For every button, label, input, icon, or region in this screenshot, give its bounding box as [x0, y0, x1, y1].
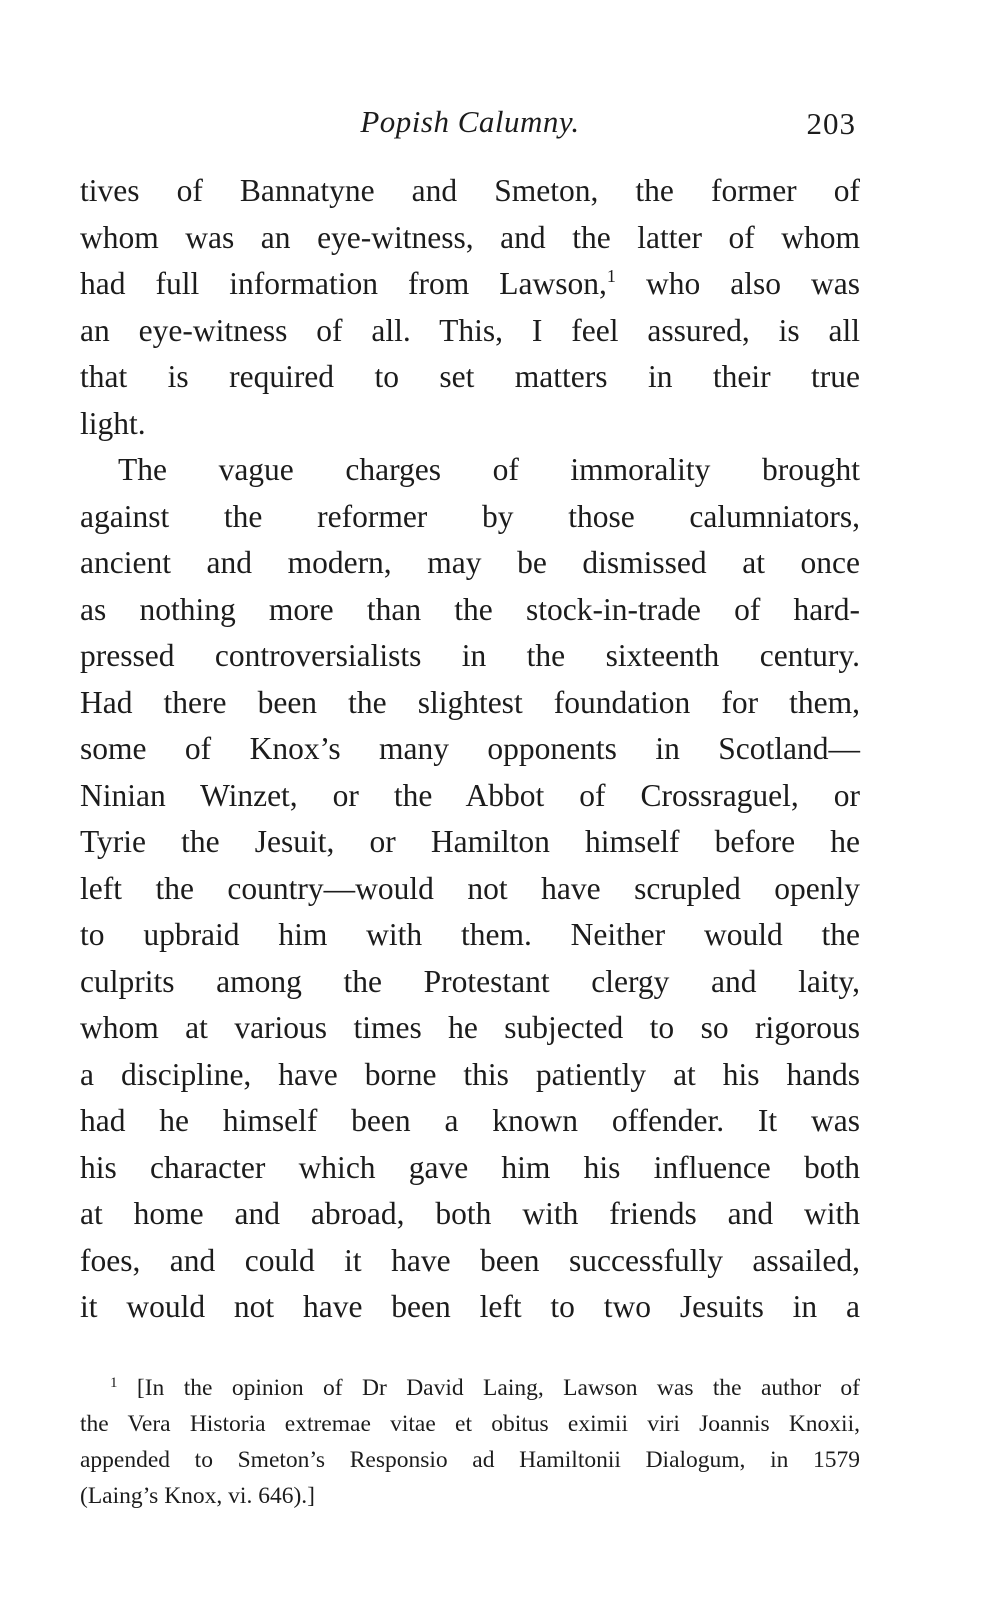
text-line: some of Knox’s many opponents in Scotland— [80, 731, 860, 766]
text-line: foes, and could it have been successfully assailed, [80, 1242, 860, 1278]
text-line: Tyrie the Jesuit, or Hamilton himself before he [80, 824, 860, 859]
footnote-line: (Laing’s Knox, vi. 646).] [80, 1483, 315, 1509]
footnote-reference: 1 [606, 266, 616, 286]
footnote-line: appended to Smeton’s Responsio ad Hamiltonii Dialogum, in 1579 [80, 1447, 860, 1473]
text-line: light. [80, 405, 146, 441]
text-segment: had full information from Lawson, [80, 266, 607, 301]
text-segment: who also was [615, 266, 861, 301]
footnote-marker: 1 [110, 1375, 118, 1391]
footnote-line: the Vera Historia extremae vitae et obitus eximii viri Joannis Knoxii, [80, 1411, 860, 1437]
text-line: left the country—would not have scrupled openly [80, 870, 860, 906]
running-title: Popish Calumny. [360, 104, 580, 139]
page-number: 203 [806, 106, 856, 141]
text-line: whom at various times he subjected to so rigorous [80, 1010, 860, 1045]
text-line: against the reformer by those calumniators, [80, 498, 860, 534]
text-line: Had there been the slightest foundation for them, [80, 684, 860, 720]
text-line: an eye-witness of all. This, I feel assured, is all [80, 312, 860, 348]
text-line: had he himself been a known offender. It was [80, 1103, 860, 1138]
footnote-line [80, 1370, 860, 1406]
text-line: The vague charges of immorality brought [118, 452, 860, 487]
text-line: that is required to set matters in their true [80, 359, 860, 394]
text-line: it would not have been left to two Jesuits in a [80, 1289, 860, 1324]
text-line: to upbraid him with them. Neither would the [80, 917, 860, 952]
footnote [80, 1370, 860, 1514]
body-text [80, 168, 860, 1331]
text-line: a discipline, have borne this patiently at his hands [80, 1056, 860, 1092]
text-line: ancient and modern, may be dismissed at once [80, 545, 860, 580]
text-line: culprits among the Protestant clergy and laity, [80, 963, 860, 999]
text-line: as nothing more than the stock-in-trade of hard- [80, 591, 860, 627]
text-line: at home and abroad, both with friends and with [80, 1196, 860, 1231]
text-line: his character which gave him his influence both [80, 1149, 860, 1185]
text-line: tives of Bannatyne and Smeton, the former of [80, 173, 860, 208]
text-line: whom was an eye-witness, and the latter of whom [80, 219, 860, 255]
text-line: Ninian Winzet, or the Abbot of Crossraguel, or [80, 777, 860, 813]
text-line [80, 261, 860, 308]
running-head [80, 104, 860, 148]
footnote-text: [In the opinion of Dr David Laing, Lawson was the author of [117, 1375, 860, 1401]
text-line: pressed controversialists in the sixteenth century. [80, 638, 860, 673]
